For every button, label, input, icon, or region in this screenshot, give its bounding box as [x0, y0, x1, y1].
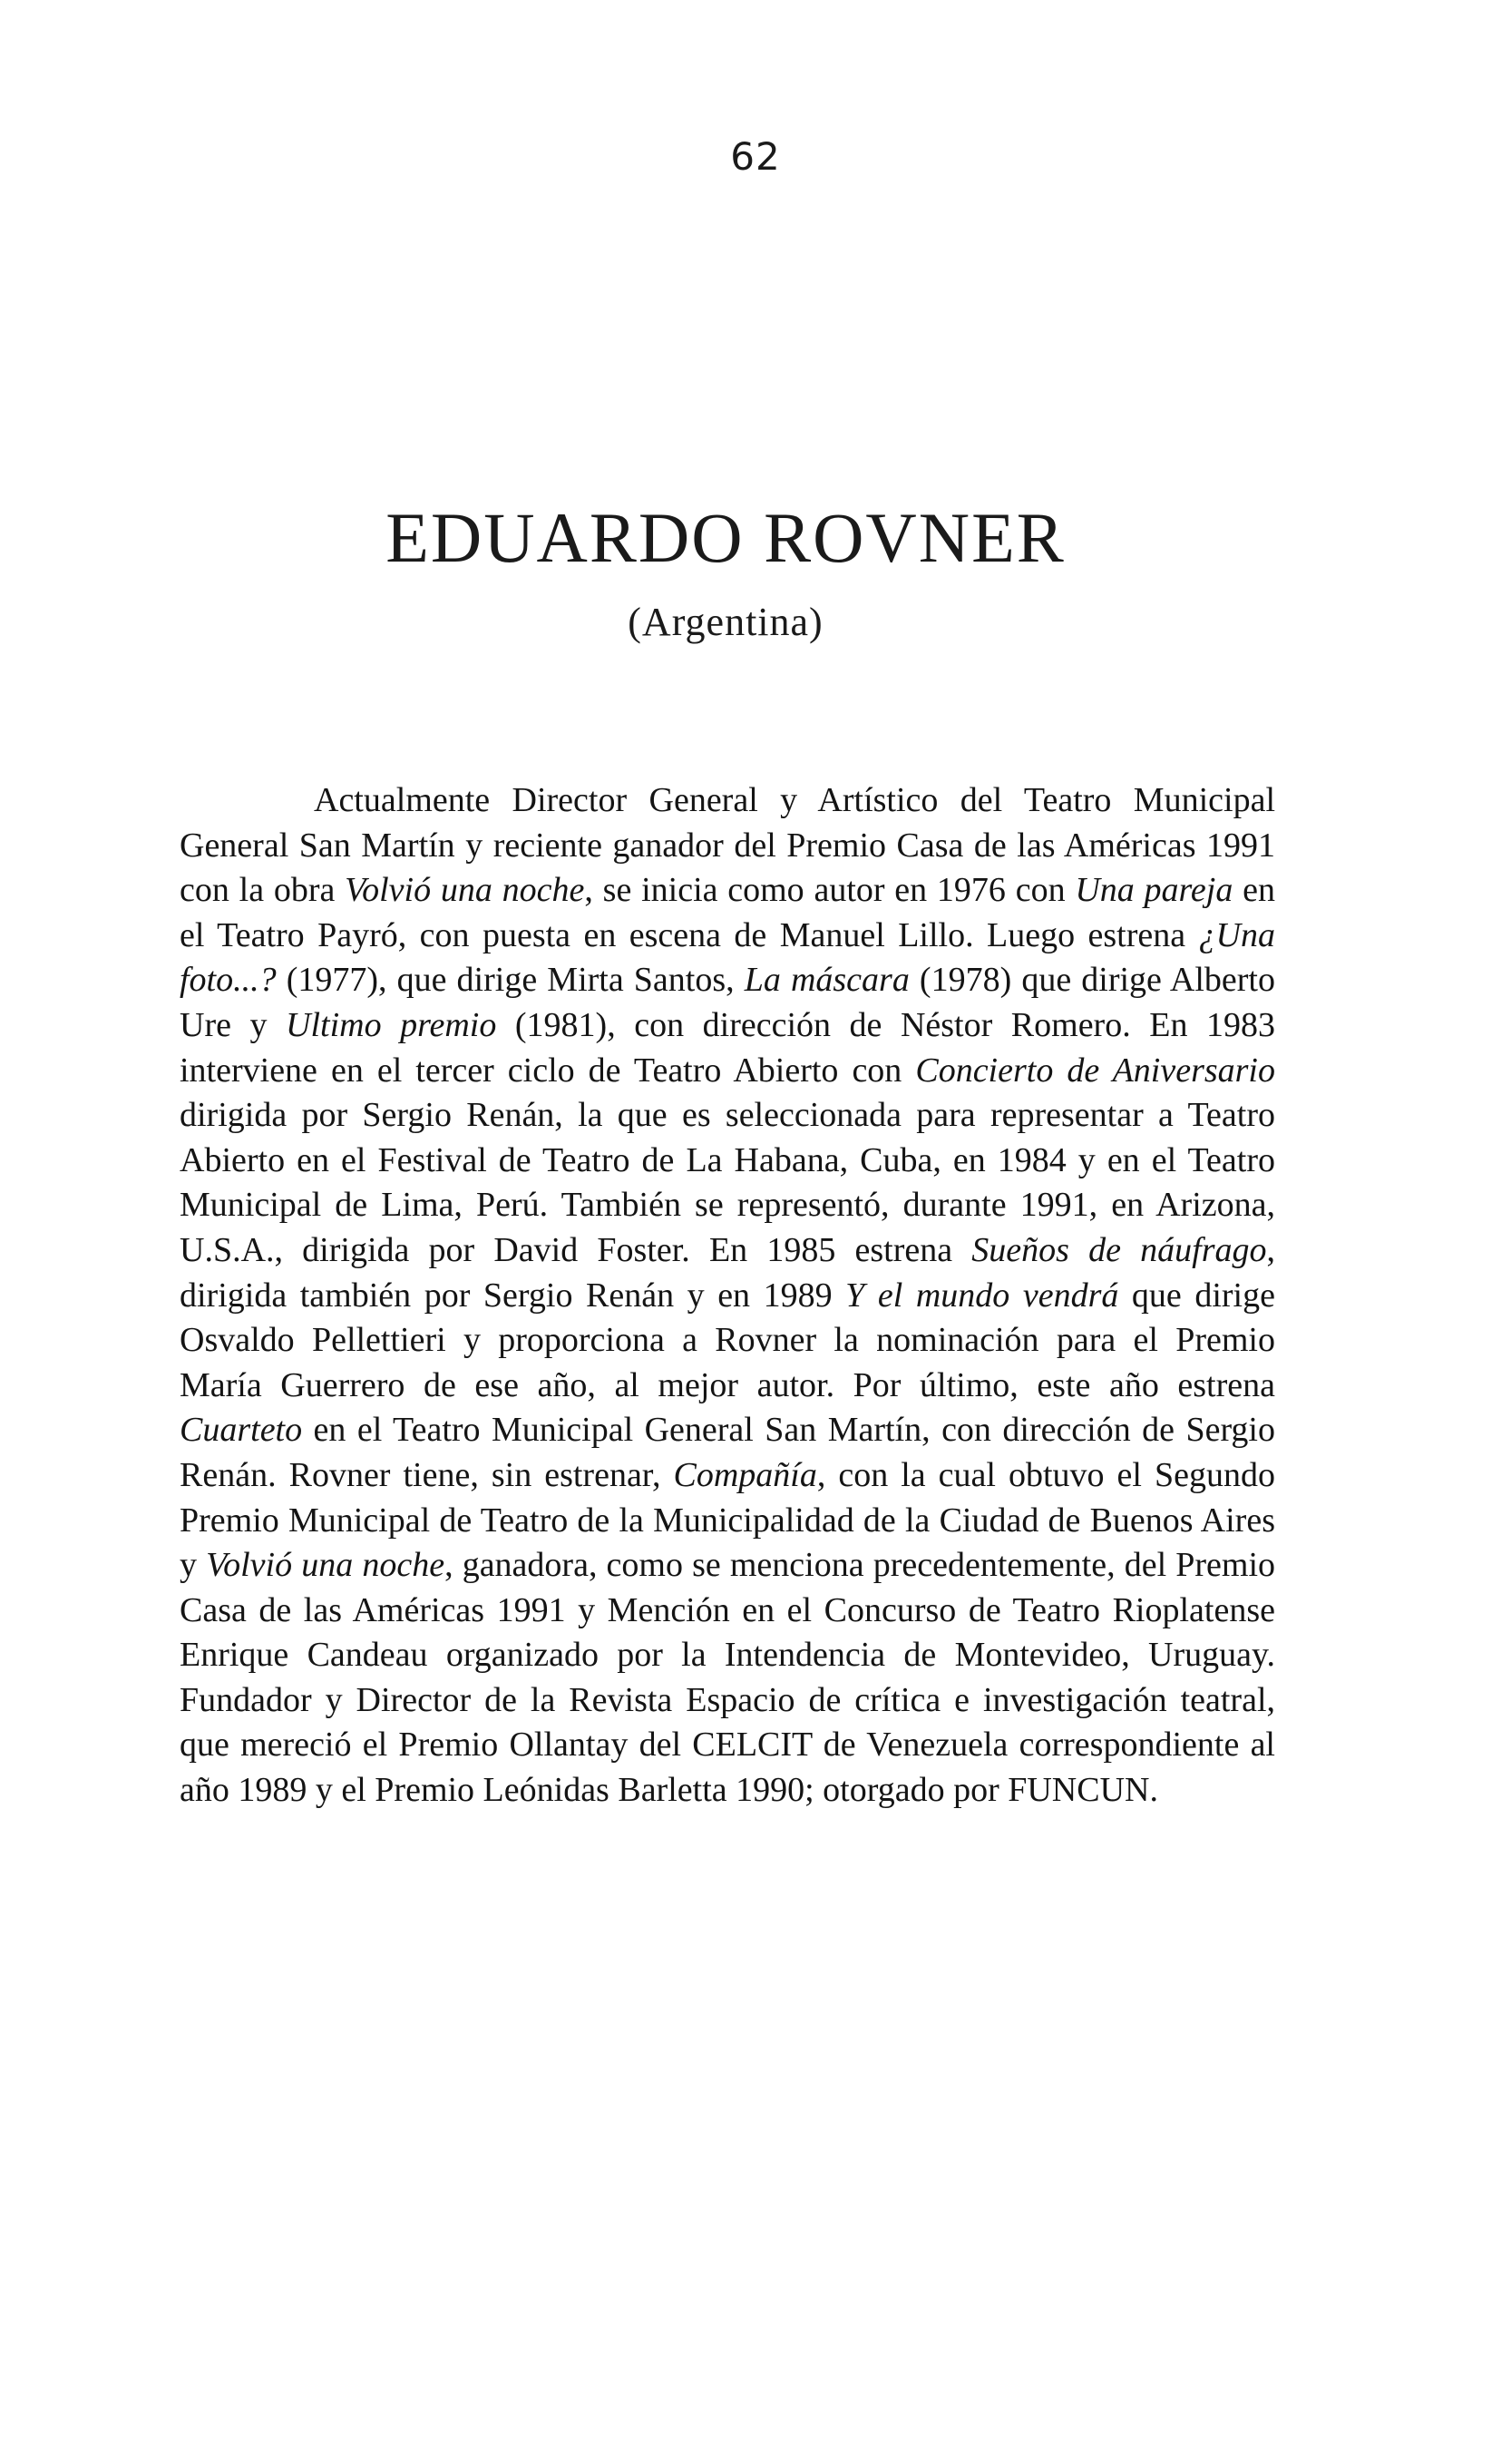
- bio-text: , dirigida también por Sergio Renán y en 1989: [180, 1230, 1275, 1315]
- bio-text: (1977), que dirige Mirta Santos,: [276, 961, 745, 1000]
- work-title: Volvió una noche: [206, 1546, 445, 1585]
- page-number: 62: [730, 134, 781, 179]
- bio-text: (1981), con dirección de Néstor Romero. En 1983 interviene en el tercer ciclo de Teatro Abierto con: [180, 1005, 1275, 1090]
- work-title: ¿Una foto...?: [180, 915, 1275, 1000]
- author-biography: [180, 778, 1275, 1814]
- work-title: Y el mundo vendrá: [845, 1276, 1119, 1315]
- bio-text: dirigida por Sergio Renán, la que es seleccionada para representar a Teatro Abierto en el Festival de Teatro de La Habana, Cuba, en 1984 y en el Teatro Municipal de Lima, Perú. También se representó, durante 1991, en Arizona, U.S.A., dirigida por David Foster. En 1985 estrena: [180, 1096, 1275, 1269]
- bio-text: en el Teatro Municipal General San Martín, con dirección de Sergio Renán. Rovner tiene, sin estrenar,: [180, 1411, 1275, 1494]
- work-title: Volvió una noche: [345, 871, 585, 910]
- work-title: Ultimo premio: [286, 1005, 497, 1044]
- author-country: (Argentina): [628, 600, 824, 644]
- work-title: Compañía: [673, 1455, 817, 1494]
- bio-text: , con la cual obtuvo el Segundo Premio Municipal de Teatro de la Municipalidad de la Ciudad de Buenos Aires y: [180, 1455, 1276, 1585]
- bio-text: , ganadora, como se menciona precedentemente, del Premio Casa de las Américas 1991 y Mención en el Concurso de Teatro Rioplatense Enrique Candeau organizado por la Intendencia de Montevideo, Uruguay. Fundador y Director de la Revista Espacio de crítica e investigación teatral, que mereció el Premio Ollantay del CELCIT de Venezuela correspondiente al año 1989 y el Premio Leónidas Barletta 1990; otorgado por FUNCUN.: [180, 1546, 1276, 1810]
- work-title: La máscara: [744, 961, 910, 1000]
- bio-text: en el Teatro Payró, con puesta en escena de Manuel Lillo. Luego estrena: [180, 871, 1275, 954]
- work-title: Concierto de Aniversario: [915, 1051, 1275, 1090]
- bio-text: (1978) que dirige Alberto Ure y: [180, 961, 1275, 1044]
- author-name: EDUARDO ROVNER: [385, 498, 1066, 577]
- bio-text: , se inicia como autor en 1976 con: [584, 871, 1076, 910]
- bio-text: que dirige Osvaldo Pellettieri y proporciona a Rovner la nominación para el Premio María Guerrero de ese año, al mejor autor. Por último, este año estrena: [180, 1276, 1275, 1404]
- work-title: Cuarteto: [180, 1411, 303, 1450]
- bio-text: Actualmente Director General y Artístico del Teatro Municipal General San Martín y reciente ganador del Premio Casa de las Américas 1991 con la obra: [180, 781, 1275, 910]
- work-title: Una pareja: [1075, 871, 1233, 910]
- work-title: Sueños de náufrago: [971, 1230, 1267, 1269]
